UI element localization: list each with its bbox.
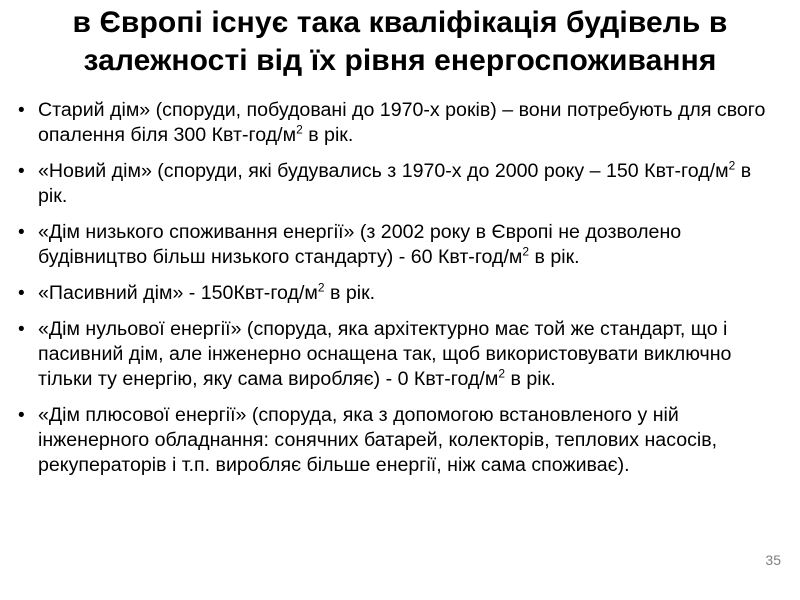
superscript-2: 2 (498, 366, 506, 381)
bullet-item-new-house (18, 159, 784, 209)
bullet-item-old-house (18, 98, 784, 148)
superscript-2: 2 (728, 158, 736, 173)
bullet-list (18, 98, 784, 478)
bullet-item-plus-energy-house (18, 403, 784, 478)
bullet-text: «Дім нульової енергії» (споруда, яка архітектурно має той же стандарт, що і пасивний дім, але інженерно оснащена так, щоб використовувати виключно тільки ту енергію, яку сама виробляє) - 0 Квт-год/м (38, 318, 732, 390)
bullet-dot: • (18, 405, 25, 426)
page-number: 35 (765, 552, 781, 568)
slide-title-line-2: залежності від їх рівня енергоспоживання (83, 44, 717, 77)
bullet-dot: • (18, 283, 25, 304)
bullet-text: «Дім низького споживання енергії» (з 2002 року в Європі не дозволено будівництво більш низького стандарту) - 60 Квт-год/м (38, 221, 682, 268)
bullet-dot: • (18, 100, 25, 121)
bullet-item-passive-house (18, 281, 784, 306)
bullet-text: «Пасивний дім» - 150Квт-год/м (38, 282, 318, 304)
bullet-item-zero-energy-house (18, 317, 784, 392)
slide-title (0, 4, 800, 80)
bullet-text: «Новий дім» (споруди, які будувались з 1970-х до 2000 року – 150 Квт-год/м (38, 160, 729, 182)
bullet-text-end: в рік. (324, 282, 376, 304)
bullet-text-end: в рік. (505, 368, 556, 390)
superscript-2: 2 (317, 280, 325, 295)
superscript-2: 2 (296, 122, 303, 137)
bullet-text-end: в рік. (529, 246, 580, 268)
bullet-text: «Дім плюсової енергії» (споруда, яка з допомогою встановленого у ній інженерного обладнання: сонячних батарей, колекторів, теплових насосів, рекуператорів і т.п. виробляє більше енергії, ніж сама споживає). (38, 404, 718, 476)
bullet-text-end: в рік. (38, 160, 752, 207)
bullet-text: Старий дім» (споруди, побудовані до 1970-х років) – вони потребують для свого опалення біля 300 Квт-год/м (38, 99, 766, 146)
superscript-2: 2 (522, 244, 530, 259)
bullet-item-low-energy-house (18, 220, 784, 270)
slide-title-line-1: в Європі існує така кваліфікація будівель в (72, 6, 728, 39)
bullet-text-end: в рік. (302, 124, 354, 146)
bullet-dot: • (18, 319, 25, 340)
bullet-dot: • (18, 222, 25, 243)
bullet-dot: • (18, 161, 25, 182)
